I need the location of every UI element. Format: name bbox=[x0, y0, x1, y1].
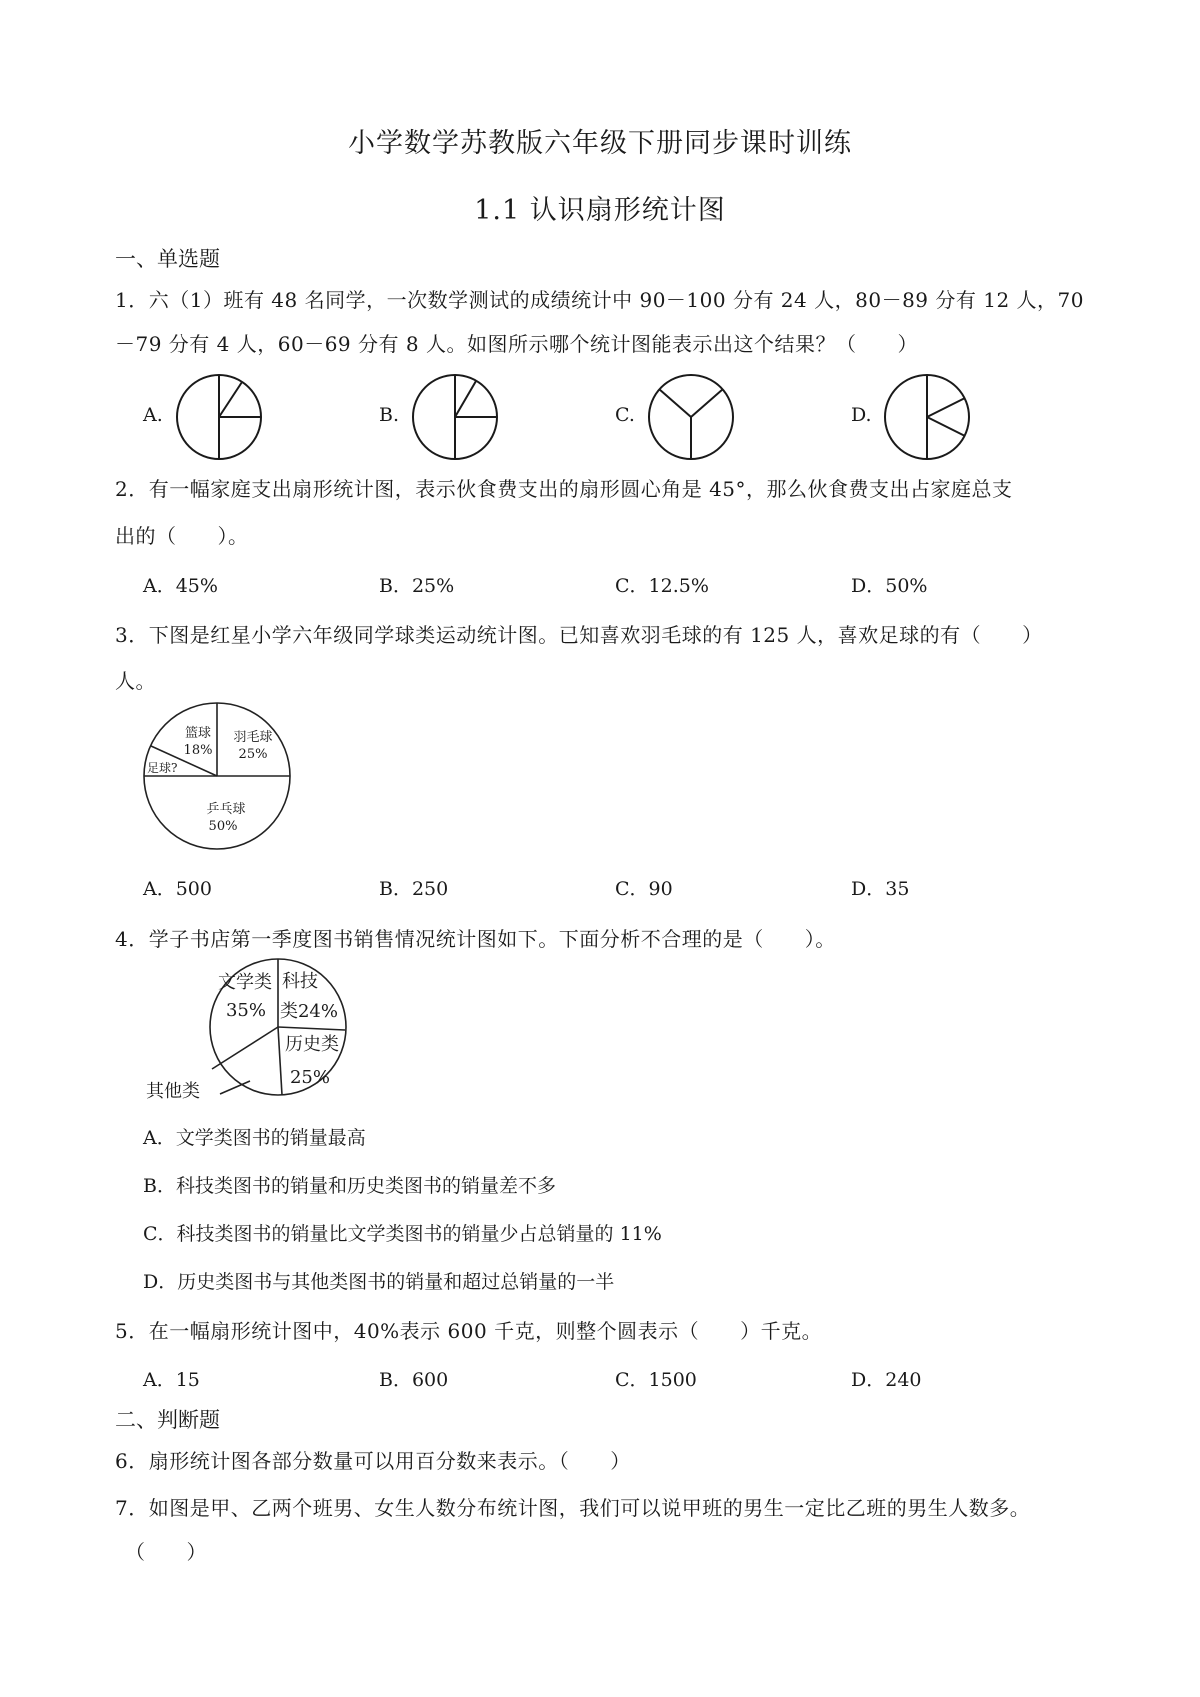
q3-label-basketball: 篮球 bbox=[184, 726, 212, 741]
q4-label-other: 其他类 bbox=[146, 1081, 200, 1102]
question-2-option-b[interactable]: B．25% bbox=[379, 575, 455, 597]
q4-divider-other-b bbox=[278, 1027, 282, 1095]
section-heading-true-false: 二、判断题 bbox=[115, 1408, 220, 1432]
q4-label-literature-pct: 35% bbox=[225, 1000, 267, 1021]
question-1-line-1: 1．六（1）班有 48 名同学，一次数学测试的成绩统计中 90－100 分有 24 人，80－89 分有 12 人，70 bbox=[115, 288, 1084, 312]
q3-label-badminton-pct: 25% bbox=[238, 747, 268, 762]
question-7-line-1: 7．如图是甲、乙两个班男、女生人数分布统计图，我们可以说甲班的男生一定比乙班的男生人数多。 bbox=[115, 1496, 1031, 1520]
question-1-option-b-label[interactable]: B. bbox=[379, 404, 400, 426]
question-3-line-2: 人。 bbox=[115, 669, 156, 693]
question-3-option-d[interactable]: D．35 bbox=[851, 878, 910, 900]
question-1-option-a-pie bbox=[175, 373, 265, 463]
q3-label-pingpong: 乒乓球 bbox=[206, 802, 246, 817]
question-5-option-d[interactable]: D．240 bbox=[851, 1369, 922, 1391]
question-2-line-1: 2．有一幅家庭支出扇形统计图，表示伙食费支出的扇形圆心角是 45°，那么伙食费支出占家庭总支 bbox=[115, 477, 1013, 501]
q4-label-scitech-a: 科技 bbox=[282, 971, 318, 992]
question-4-line-1: 4．学子书店第一季度图书销售情况统计图如下。下面分析不合理的是（ ）。 bbox=[115, 927, 836, 951]
q3-label-basketball-pct: 18% bbox=[183, 743, 213, 758]
question-3-option-b[interactable]: B．250 bbox=[379, 878, 449, 900]
section-heading-single-choice: 一、单选题 bbox=[115, 247, 220, 271]
question-3-line-1: 3．下图是红星小学六年级同学球类运动统计图。已知喜欢羽毛球的有 125 人，喜欢足球的有（ ） bbox=[115, 623, 1043, 647]
question-1-option-a-label[interactable]: A. bbox=[143, 404, 163, 426]
question-5-option-c[interactable]: C．1500 bbox=[615, 1369, 697, 1391]
question-1-line-2: －79 分有 4 人，60－69 分有 8 人。如图所示哪个统计图能表示出这个结果？（ ） bbox=[115, 332, 918, 356]
page-title: 小学数学苏教版六年级下册同步课时训练 bbox=[348, 128, 852, 159]
question-4-pie-chart bbox=[146, 958, 360, 1102]
question-1-option-b-pie bbox=[411, 373, 501, 463]
question-4-option-d[interactable]: D．历史类图书与其他类图书的销量和超过总销量的一半 bbox=[143, 1271, 615, 1293]
question-4-option-a[interactable]: A．文学类图书的销量最高 bbox=[143, 1127, 366, 1149]
question-3-option-a[interactable]: A．500 bbox=[143, 878, 212, 900]
question-5-line-1: 5．在一幅扇形统计图中，40%表示 600 千克，则整个圆表示（ ）千克。 bbox=[115, 1319, 823, 1343]
question-1-option-d-label[interactable]: D. bbox=[851, 404, 872, 426]
q4-divider-other-a bbox=[212, 1027, 278, 1069]
question-2-option-a[interactable]: A．45% bbox=[143, 575, 218, 597]
q4-label-history-pct: 25% bbox=[289, 1067, 331, 1088]
question-3-pie-chart bbox=[143, 702, 293, 852]
question-1-option-d-pie bbox=[883, 373, 973, 463]
question-4-option-c[interactable]: C．科技类图书的销量比文学类图书的销量少占总销量的 11% bbox=[143, 1223, 662, 1245]
q3-label-badminton: 羽毛球 bbox=[233, 730, 273, 745]
q4-label-literature: 文学类 bbox=[218, 972, 272, 993]
question-2-option-d[interactable]: D．50% bbox=[851, 575, 928, 597]
question-4-option-b[interactable]: B．科技类图书的销量和历史类图书的销量差不多 bbox=[143, 1175, 556, 1197]
question-5-option-b[interactable]: B．600 bbox=[379, 1369, 449, 1391]
question-6-line-1: 6．扇形统计图各部分数量可以用百分数来表示。（ ） bbox=[115, 1449, 631, 1473]
q3-label-football: 足球? bbox=[147, 761, 178, 775]
question-2-line-2: 出的（ ）。 bbox=[115, 524, 249, 548]
q4-label-scitech-b: 类24% bbox=[279, 1001, 339, 1022]
page-subtitle: 1.1 认识扇形统计图 bbox=[474, 195, 726, 226]
q4-divider-history bbox=[278, 1027, 345, 1030]
q3-label-pingpong-pct: 50% bbox=[208, 819, 238, 834]
question-2-option-c[interactable]: C．12.5% bbox=[615, 575, 709, 597]
question-5-option-a[interactable]: A．15 bbox=[143, 1369, 200, 1391]
question-1-option-c-label[interactable]: C. bbox=[615, 404, 635, 426]
q4-label-history: 历史类 bbox=[285, 1034, 339, 1055]
question-3-option-c[interactable]: C．90 bbox=[615, 878, 673, 900]
question-1-option-c-pie bbox=[647, 373, 737, 463]
question-7-line-2: （ ） bbox=[125, 1540, 207, 1564]
